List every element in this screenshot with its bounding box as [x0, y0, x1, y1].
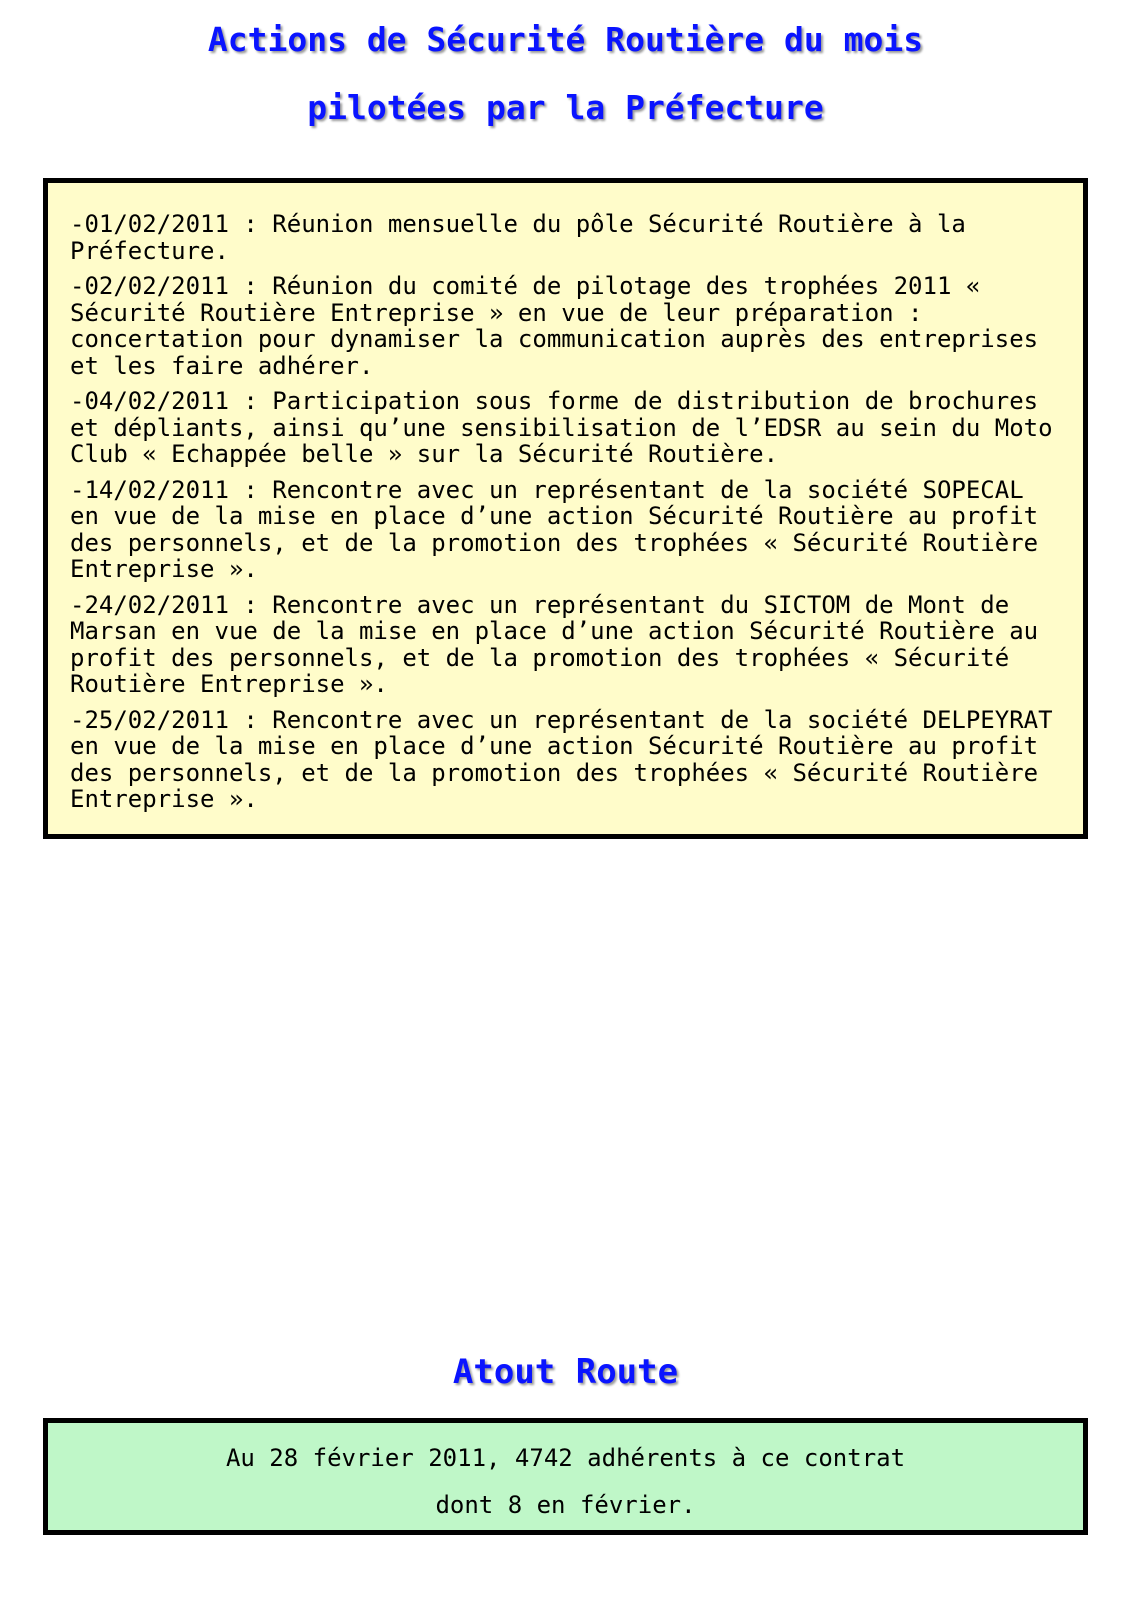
- action-item: -14/02/2011 : Rencontre avec un représentant de la société SOPECAL en vue de la mise en place d’une action Sécurité Routière au profit des personnels, et de la promotion des trophées « Sécurité Routière Entreprise ».: [70, 475, 1039, 583]
- actions-box: [43, 178, 1088, 839]
- atout-route-line-2: dont 8 en février.: [435, 1491, 696, 1519]
- action-item: -24/02/2011 : Rencontre avec un représentant du SICTOM de Mont de Marsan en vue de la mise en place d’une action Sécurité Routière au profit des personnels, et de la promotion des trophées « Sécurité Routière Entreprise ».: [70, 590, 1039, 698]
- action-item: -01/02/2011 : Réunion mensuelle du pôle Sécurité Routière à la Préfecture.: [70, 210, 966, 265]
- page-title-line-2: pilotées par la Préfecture: [307, 88, 824, 127]
- atout-route-title: Atout Route: [452, 1352, 679, 1392]
- page-title-line-1: Actions de Sécurité Routière du mois: [207, 20, 924, 59]
- action-item: -02/02/2011 : Réunion du comité de pilotage des trophées 2011 « Sécurité Routière Entreprise » en vue de leur préparation : concertation pour dynamiser la communication auprès des entreprises et les faire adhérer.: [70, 272, 1039, 380]
- atout-route-line-1: Au 28 février 2011, 4742 adhérents à ce contrat: [225, 1444, 906, 1472]
- action-item: -04/02/2011 : Participation sous forme de distribution de brochures et dépliants, ainsi qu’une sensibilisation de l’EDSR au sein du Moto Club « Echappée belle » sur la Sécurité Routière.: [70, 387, 1053, 468]
- action-list: [70, 211, 1061, 813]
- atout-route-box: [43, 1418, 1088, 1535]
- action-item: -25/02/2011 : Rencontre avec un représentant de la société DELPEYRAT en vue de la mise en place d’une action Sécurité Routière au profit des personnels, et de la promotion des trophées « Sécurité Routière Entreprise ».: [70, 705, 1053, 813]
